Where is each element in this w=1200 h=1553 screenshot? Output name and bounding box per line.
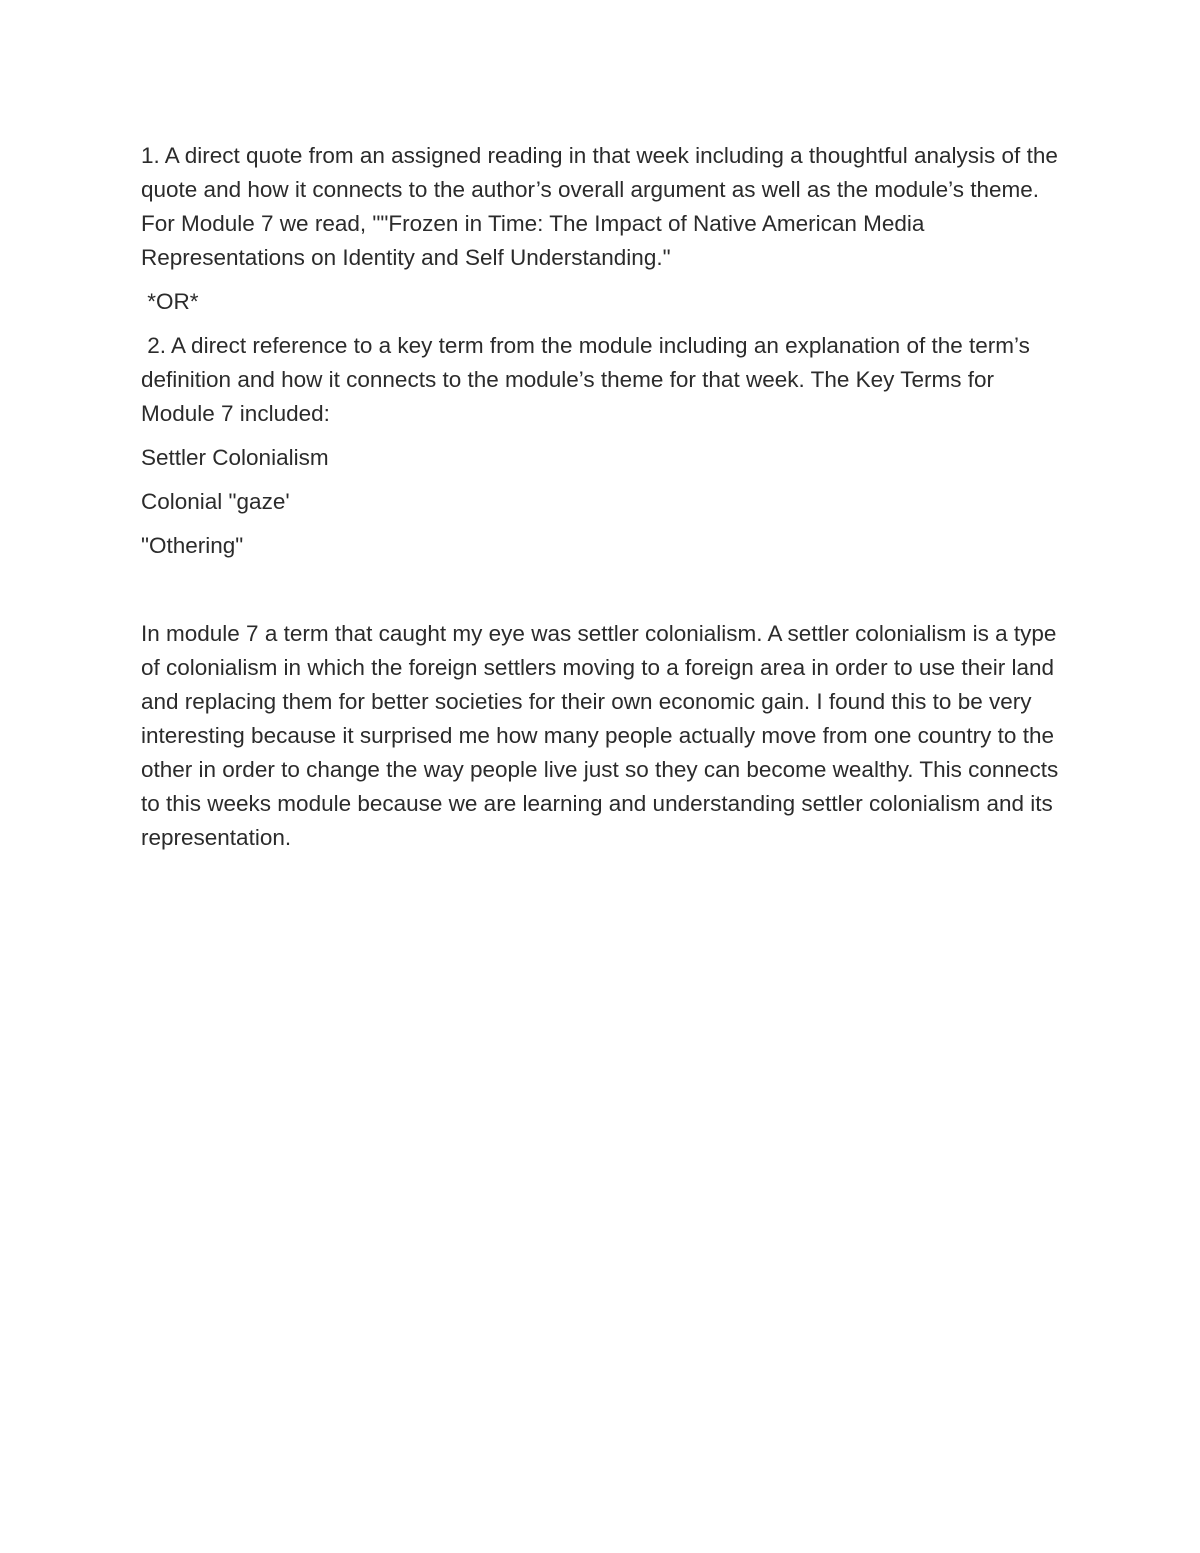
prompt-item-2: 2. A direct reference to a key term from the module including an explanation of the term’s definition and how it connects to the module’s theme for that week. The Key Terms for Module 7 included: — [141, 333, 1037, 426]
document-body — [141, 139, 1065, 855]
key-term-settler-colonialism: Settler Colonialism — [141, 445, 329, 470]
key-term-othering: "Othering" — [141, 533, 244, 558]
response-paragraph: In module 7 a term that caught my eye was settler colonialism. A settler colonialism is a type of colonialism in which the foreign settlers moving to a foreign area in order to use their land and replacing them for better societies for their own economic gain. I found this to be very interesting because it surprised me how many people actually move from one country to the other in order to change the way people live just so they can become wealthy. This connects to this weeks module because we are learning and understanding settler colonialism and its representation. — [141, 621, 1065, 850]
or-separator: *OR* — [141, 289, 199, 314]
prompt-item-1: 1. A direct quote from an assigned reading in that week including a thoughtful analysis of the quote and how it connects to the author’s overall argument as well as the module’s theme. For Module 7 we read, ""Frozen in Time: The Impact of Native American Media Representations on Identity and Self Understanding." — [141, 143, 1065, 270]
key-term-colonial-gaze: Colonial "gaze' — [141, 489, 290, 514]
